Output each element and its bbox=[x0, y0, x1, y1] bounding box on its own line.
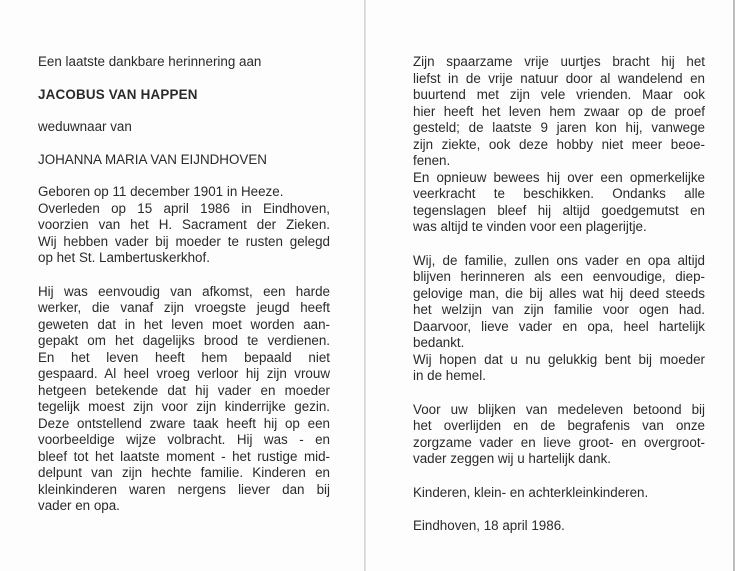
hobby-line: hier heeft het leven hem zwaar op de proef bbox=[413, 103, 705, 119]
life-paragraph bbox=[38, 284, 330, 515]
family-line: Daarvoor, lieve vader en opa, heel hartelijk bbox=[413, 318, 705, 334]
life-line: hetgeen betekende dat hij vader en moeder bbox=[38, 382, 330, 398]
life-line: voorbeeldige wijze volbracht. Hij was - en bbox=[38, 432, 330, 447]
birth-line: Geboren op 11 december 1901 in Heeze. bbox=[38, 184, 284, 199]
card-fold bbox=[364, 0, 366, 571]
thanks-line: vader zeggen wij u hartelijk dank. bbox=[413, 451, 611, 466]
intro-text: Een laatste dankbare herinnering aan bbox=[38, 54, 262, 69]
right-column bbox=[413, 54, 705, 535]
thanks-line: het overlijden en de begrafenis van onze bbox=[413, 418, 705, 433]
place-date: Eindhoven, 18 april 1986. bbox=[413, 518, 565, 533]
life-line: delpunt van zijn hechte familie. Kinderen en bbox=[38, 465, 330, 480]
resilience-line: En opnieuw bewees hij over een opmerkelijke bbox=[413, 169, 705, 185]
resilience-paragraph bbox=[413, 170, 705, 236]
resilience-line: was altijd te vinden voor een plagerijtje. bbox=[413, 219, 647, 234]
birth-paragraph bbox=[38, 184, 330, 267]
life-line: Hij was eenvoudig van afkomst, een harde bbox=[38, 283, 330, 299]
hobby-line: zijn ziekte, ook deze hobby niet meer beoe- bbox=[413, 136, 705, 152]
resilience-line: tegenslagen bleef hij altijd goedgemutst en bbox=[413, 202, 705, 218]
hobby-line: gesteld; de laatste 9 jaren kon hij, vanwege bbox=[413, 120, 705, 135]
deceased-name: JACOBUS VAN HAPPEN bbox=[38, 86, 198, 102]
life-line: werker, die vanaf zijn vroegste jeugd heeft bbox=[38, 300, 330, 315]
life-line: geweten dat in het leven moet worden aan- bbox=[38, 316, 330, 332]
hobby-line: fenen. bbox=[413, 153, 451, 168]
hobby-line: buurtend met zijn vele vrienden. Maar ook bbox=[413, 87, 705, 102]
thanks-paragraph bbox=[413, 402, 705, 468]
family-line: gelovige man, die bij alles wat hij deed steeds bbox=[413, 285, 705, 301]
family-paragraph bbox=[413, 253, 705, 352]
life-line: kleinkinderen waren nergens liever dan bij bbox=[38, 481, 330, 497]
family-line: bedankt. bbox=[413, 335, 465, 350]
life-line: En het leven heeft hem bepaald niet bbox=[38, 349, 330, 365]
hope-line: in de hemel. bbox=[413, 368, 486, 383]
life-line: bleef tot het laatste moment - het rustige mid- bbox=[38, 448, 330, 464]
left-column bbox=[38, 54, 330, 515]
hope-line: Wij hopen dat u nu gelukkig bent bij moeder bbox=[413, 351, 705, 367]
life-line: gepakt om het dagelijks brood te verdienen. bbox=[38, 333, 330, 348]
thanks-line: Voor uw blijken van medeleven betoond bij bbox=[413, 401, 705, 417]
family-line: het welzijn van zijn familie voor ogen had. bbox=[413, 302, 705, 317]
birth-line: Wij hebben vader bij moeder te rusten gelegd bbox=[38, 233, 330, 249]
thanks-line: zorgzame vader en lieve groot- en overgroot- bbox=[413, 434, 705, 450]
hobby-line: Zijn spaarzame vrije uurtjes bracht hij het bbox=[413, 54, 705, 69]
relation-text: weduwnaar van bbox=[38, 119, 132, 134]
life-line: tegelijk moest zijn voor zijn kinderrijke gezin. bbox=[38, 399, 330, 414]
life-line: vader en opa. bbox=[38, 498, 120, 513]
spouse-name: JOHANNA MARIA VAN EIJNDHOVEN bbox=[38, 151, 267, 167]
signature: Kinderen, klein- en achterkleinkinderen. bbox=[413, 484, 649, 500]
life-line: Deze ontstellend zware taak heeft hij op een bbox=[38, 415, 330, 431]
birth-line: voorzien van het H. Sacrament der Zieken. bbox=[38, 217, 330, 232]
hobby-paragraph bbox=[413, 54, 705, 170]
family-line: blijven herinneren als een eenvoudige, diep- bbox=[413, 269, 705, 284]
hobby-line: liefst in de vrije natuur door al wandelend en bbox=[413, 70, 705, 86]
family-line: Wij, de familie, zullen ons vader en opa altijd bbox=[413, 252, 705, 268]
resilience-line: veerkracht te beschikken. Ondanks alle bbox=[413, 186, 705, 201]
life-line: gespaard. Al heel vroeg verloor hij zijn vrouw bbox=[38, 366, 330, 381]
hope-paragraph bbox=[413, 352, 705, 385]
birth-line: Overleden op 15 april 1986 in Eindhoven, bbox=[38, 200, 330, 216]
birth-line: op het St. Lambertuskerkhof. bbox=[38, 250, 210, 265]
